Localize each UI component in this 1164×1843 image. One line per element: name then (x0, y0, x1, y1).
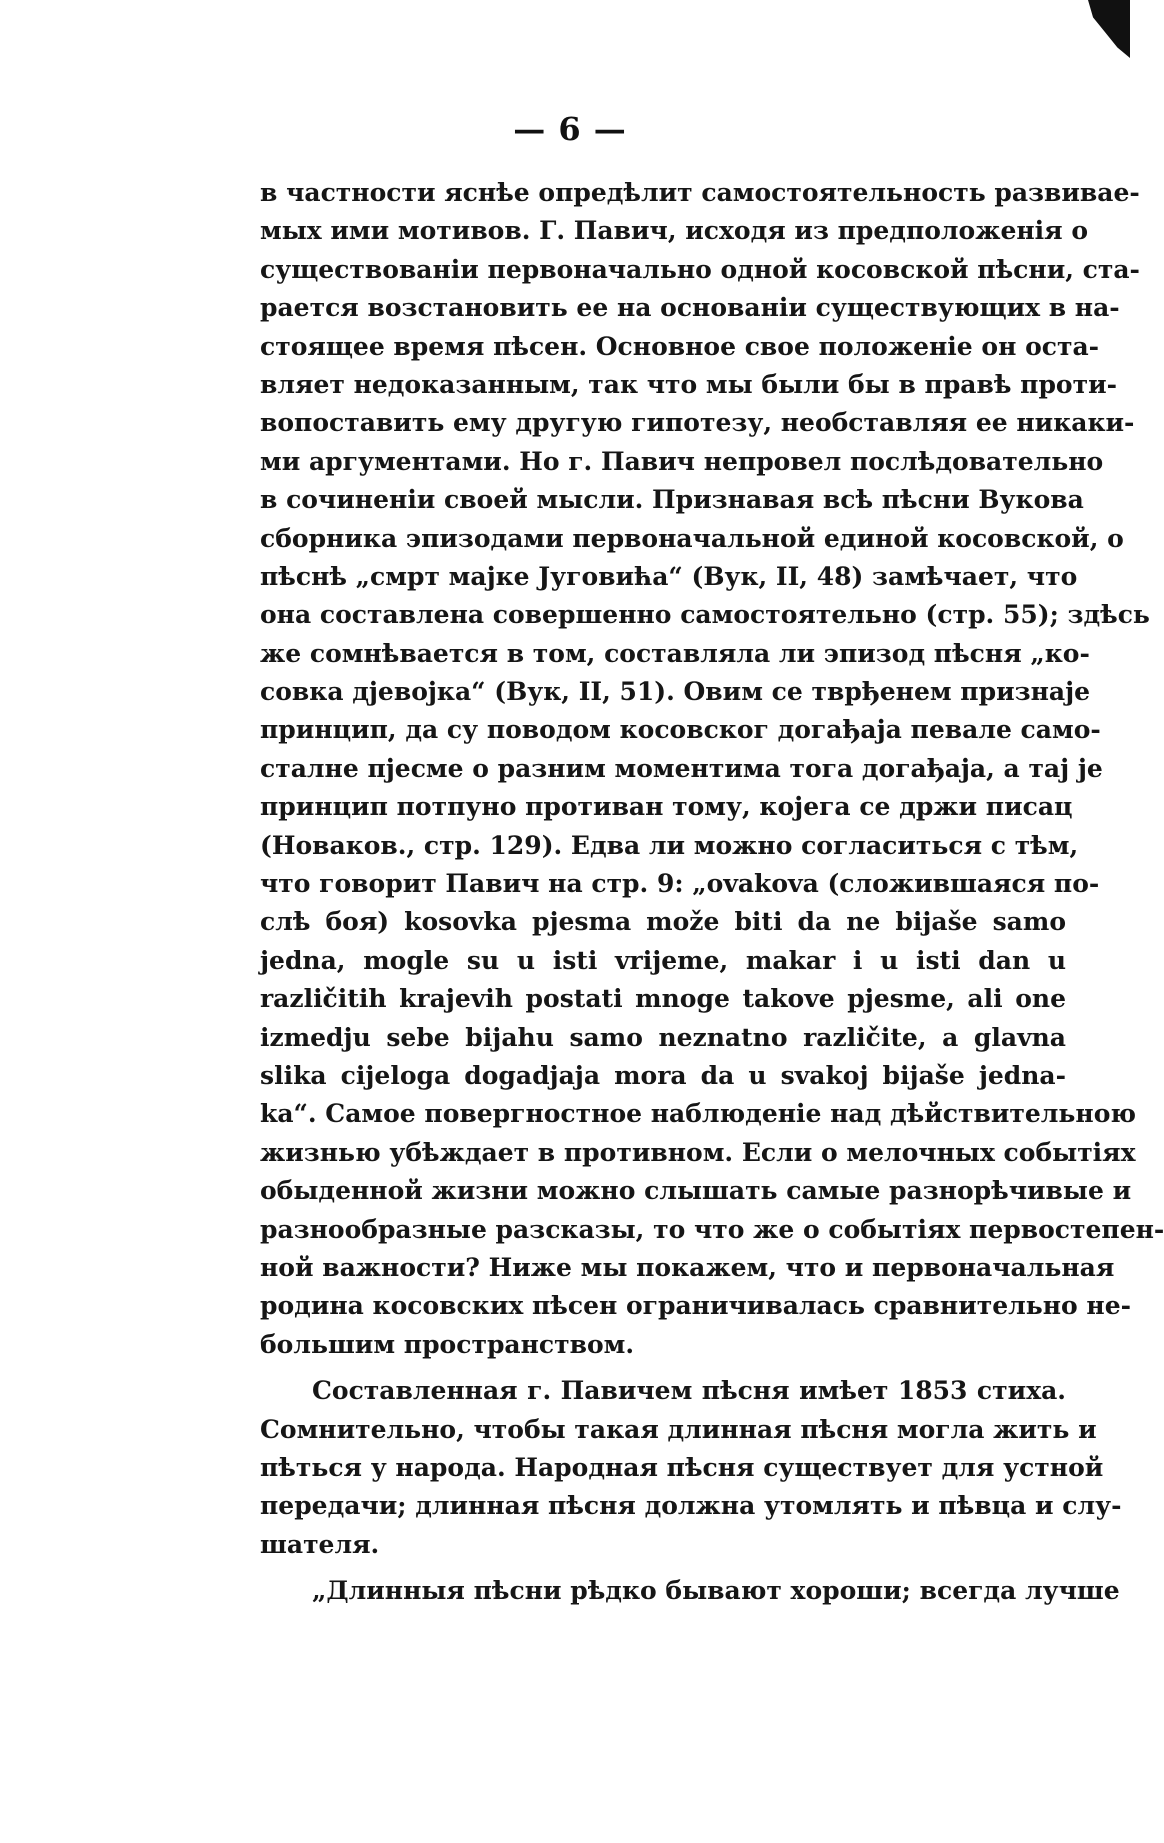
text-line: različitih krajevih postati mnoge takove pjesme, ali one (260, 984, 1066, 1014)
text-line: же сомнѣвается в том, составляла ли эпизод пѣсня „ко- (260, 638, 1090, 668)
text-line: ми аргументами. Но г. Павич непровел послѣдовательно (260, 446, 1104, 476)
text-line: мых ими мотивов. Г. Павич, исходя из предположенія о (260, 216, 1089, 246)
text-line: слѣ боя) kosovka pjesma može biti da ne bijaše samo (260, 907, 1066, 937)
text-line: родина косовских пѣсен ограничивалась сравнительно не- (260, 1291, 1131, 1321)
text-line: пѣться у народа. Народная пѣсня существует для устной (260, 1452, 1104, 1482)
text-line: сборника эпизодами первоначальной единой косовской, о (260, 523, 1124, 553)
text-line: вопоставить ему другую гипотезу, необставляя ее никаки- (260, 408, 1135, 438)
text-line: „Длинныя пѣсни рѣдко бывают хороши; всегда лучше (312, 1576, 1120, 1606)
text-line: в сочиненіи своей мысли. Признавая всѣ пѣсни Вукова (260, 485, 1084, 515)
text-line: Сомнительно, чтобы такая длинная пѣсня могла жить и (260, 1414, 1097, 1444)
paragraph-3 (260, 1572, 1120, 1610)
text-line: jedna, mogle su u isti vrijeme, makar i u isti dan u (260, 945, 1066, 975)
text-line: рается возстановить ее на основаніи существующих в на- (260, 293, 1120, 323)
text-line: (Новаков., стр. 129). Едва ли можно согласиться с тѣм, (260, 830, 1079, 860)
text-line: она составлена совершенно самостоятельно (стр. 55); здѣсь (260, 600, 1150, 630)
text-line: шателя. (260, 1529, 380, 1559)
text-line: пѣснѣ „смрт мајке Југовића“ (Вук, II, 48) замѣчает, что (260, 561, 1078, 591)
text-line: жизнью убѣждает в противном. Если о мелочных событіях (260, 1137, 1136, 1167)
paragraph-gap (260, 1364, 1066, 1372)
text-line: что говорит Павич на стр. 9: „ovakova (сложившаяся по- (260, 869, 1100, 899)
text-line: izmedju sebe bijahu samo neznatno različite, a glavna (260, 1022, 1066, 1052)
page-number: — 6 — (513, 110, 627, 148)
text-line: обыденной жизни можно слышать самые разнорѣчивые и (260, 1176, 1132, 1206)
paragraph-2 (260, 1372, 1122, 1564)
text-line: существованіи первоначально одной косовской пѣсни, ста- (260, 254, 1140, 284)
text-line: принцип потпуно противан тому, којега се држи писац (260, 792, 1073, 822)
text-line: в частности яснѣе опредѣлит самостоятельность развивае- (260, 178, 1140, 207)
text-line: стоящее время пѣсен. Основное свое положеніе он оста- (260, 331, 1100, 361)
scan-corner-mark (1088, 0, 1130, 58)
paragraph-gap (260, 1564, 1066, 1572)
text-line: совка дјевојка“ (Вук, II, 51). Овим се тврђенем признаје (260, 677, 1091, 707)
text-line: вляет недоказанным, так что мы были бы в правѣ проти- (260, 369, 1118, 399)
paragraph-1 (260, 174, 1164, 1364)
text-line: передачи; длинная пѣсня должна утомлять и пѣвца и слу- (260, 1491, 1122, 1521)
text-line: ной важности? Ниже мы покажем, что и первоначальная (260, 1252, 1115, 1282)
text-line: большим пространством. (260, 1329, 635, 1359)
body-text (260, 174, 1164, 1610)
text-line: принцип, да су поводом косовског догађаја певале само- (260, 715, 1101, 745)
text-line: разнообразные разсказы, то что же о событіях первостепен- (260, 1214, 1164, 1244)
text-line: сталне пјесме о разним моментима тога догађаја, а тај је (260, 753, 1103, 783)
text-line: slika cijeloga dogadjaja mora da u svakoj bijaše jedna- (260, 1060, 1066, 1090)
text-line: Составленная г. Павичем пѣсня имѣет 1853 стиха. (312, 1376, 1066, 1406)
text-line: ka“. Самое повергностное наблюденіе над дѣйствительною (260, 1099, 1137, 1129)
